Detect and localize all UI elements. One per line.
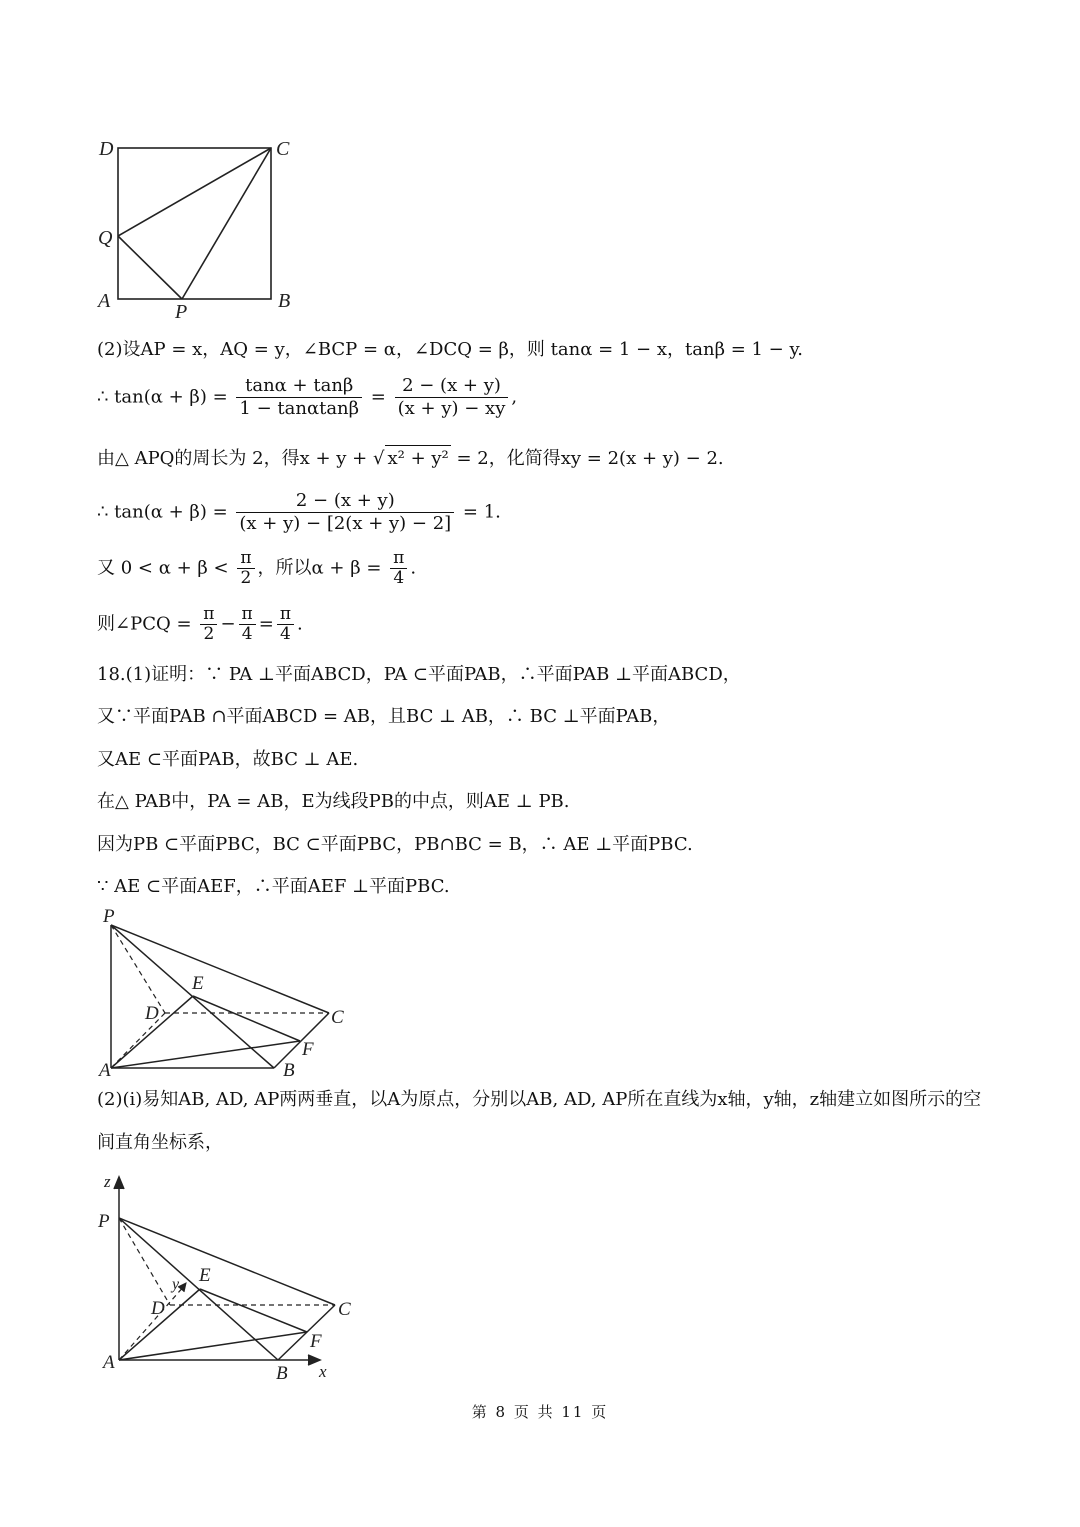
equals-sign: = bbox=[258, 613, 274, 635]
fraction-numerator: 2 − (x + y) bbox=[236, 490, 454, 513]
label-A: A bbox=[99, 1060, 111, 1080]
minus-sign: − bbox=[220, 613, 236, 635]
label-C: C bbox=[276, 138, 290, 160]
tan-sum-result bbox=[97, 490, 501, 535]
q18-line-5: 因为PB ⊂平面PBC，BC ⊂平面PBC，PB∩BC = B，∴ AE ⊥平面PBC. bbox=[97, 834, 693, 855]
label-D: D bbox=[151, 1298, 165, 1319]
label-D: D bbox=[145, 1003, 159, 1024]
label-B: B bbox=[276, 1363, 288, 1384]
q18-line-6: ∵ AE ⊂平面AEF，∴平面AEF ⊥平面PBC. bbox=[97, 876, 450, 897]
fraction-denominator: 1 − tanαtanβ bbox=[239, 398, 360, 419]
part2-setup: (2)设AP = x，AQ = y，∠BCP = α，∠DCQ = β，则 tanα = 1 − x，tanβ = 1 − y. bbox=[97, 339, 803, 360]
fraction-numerator: π bbox=[237, 549, 254, 569]
tan-sum-prefix: ∴ tan(α + β) = bbox=[97, 501, 228, 523]
fraction-numerator: 2 − (x + y) bbox=[395, 375, 509, 398]
fraction-denominator: 2 bbox=[240, 568, 252, 588]
label-E: E bbox=[199, 1265, 211, 1286]
sqrt-content: x² + y² bbox=[385, 445, 450, 472]
label-P: P bbox=[175, 301, 188, 323]
label-A: A bbox=[98, 290, 111, 312]
fraction-denominator: 4 bbox=[393, 568, 405, 588]
label-B: B bbox=[278, 290, 291, 312]
fraction-denominator: 4 bbox=[241, 624, 253, 644]
range-prefix: 又 0 < α + β < bbox=[97, 557, 229, 579]
fraction-pi-over-4 bbox=[390, 549, 407, 588]
figure-coordinate-pyramid bbox=[90, 1165, 380, 1385]
label-F: F bbox=[302, 1039, 314, 1060]
q18-line-3: 又AE ⊂平面PAB，故BC ⊥ AE. bbox=[97, 749, 359, 770]
fraction-pi-over-4-result bbox=[277, 605, 294, 644]
page-footer: 第 8 页 共 11 页 bbox=[471, 1403, 609, 1421]
sqrt-symbol: √ bbox=[373, 448, 385, 469]
q18-line-1: 18.(1)证明：∵ PA ⊥平面ABCD，PA ⊂平面PAB，∴平面PAB ⊥平面ABCD， bbox=[97, 664, 741, 685]
fraction-denominator: 4 bbox=[280, 624, 291, 644]
formula-suffix: = 1. bbox=[462, 501, 501, 523]
perimeter-text-before: 由△ APQ的周长为 2，得x + y + bbox=[97, 448, 368, 469]
fraction-numerator: π bbox=[239, 605, 256, 625]
label-F: F bbox=[310, 1331, 322, 1352]
label-P: P bbox=[103, 906, 115, 927]
fraction-pi-over-4 bbox=[239, 605, 256, 644]
label-C: C bbox=[338, 1299, 351, 1320]
formula-suffix: , bbox=[511, 386, 518, 408]
equals-sign: = bbox=[370, 386, 386, 408]
label-B: B bbox=[283, 1060, 295, 1080]
label-E: E bbox=[192, 973, 204, 994]
part2i-line-2: 间直角坐标系， bbox=[97, 1132, 223, 1153]
fraction-pi-over-2 bbox=[237, 549, 254, 588]
q18-line-4: 在△ PAB中，PA = AB，E为线段PB的中点，则AE ⊥ PB. bbox=[97, 791, 570, 812]
fraction-xy bbox=[395, 375, 509, 420]
fraction-substituted bbox=[236, 490, 454, 535]
range-suffix: . bbox=[410, 557, 417, 579]
fraction-denominator: (x + y) − [2(x + y) − 2] bbox=[239, 513, 452, 534]
fraction-pi-over-2 bbox=[200, 605, 217, 644]
perimeter-text-after: = 2，化简得xy = 2(x + y) − 2. bbox=[456, 448, 724, 469]
label-D: D bbox=[99, 138, 114, 160]
perimeter-line bbox=[97, 445, 724, 472]
angle-suffix: . bbox=[297, 613, 303, 635]
fraction-tan-identity bbox=[236, 375, 362, 420]
q18-line-2: 又∵平面PAB ∩平面ABCD = AB，且BC ⊥ AB，∴ BC ⊥平面PAB， bbox=[97, 706, 671, 727]
part2i-line-1: (2)(i)易知AB, AD, AP两两垂直，以A为原点，分别以AB, AD, AP所在直线为x轴，y轴，z轴建立如图所示的空 bbox=[97, 1089, 982, 1110]
fraction-numerator: tanα + tanβ bbox=[236, 375, 362, 398]
label-A: A bbox=[103, 1352, 115, 1373]
angle-pcq-line bbox=[97, 605, 303, 644]
axis-label-x: x bbox=[319, 1362, 327, 1381]
fraction-numerator: π bbox=[390, 549, 407, 569]
angle-prefix: 则∠PCQ = bbox=[97, 613, 192, 635]
figure-square-apq bbox=[90, 130, 310, 325]
label-Q: Q bbox=[98, 227, 113, 249]
fraction-denominator: 2 bbox=[203, 624, 215, 644]
range-line bbox=[97, 549, 416, 588]
figure-pyramid bbox=[90, 905, 360, 1080]
label-P: P bbox=[98, 1211, 110, 1232]
fraction-denominator: (x + y) − xy bbox=[397, 398, 506, 419]
tan-sum-formula bbox=[97, 375, 517, 420]
fraction-numerator: π bbox=[200, 605, 217, 625]
axis-label-z: z bbox=[104, 1172, 111, 1191]
fraction-numerator: π bbox=[277, 605, 294, 625]
tan-sum-prefix: ∴ tan(α + β) = bbox=[97, 386, 228, 408]
axis-label-y: y bbox=[172, 1276, 180, 1293]
range-mid: ，所以α + β = bbox=[257, 557, 382, 579]
label-C: C bbox=[331, 1007, 344, 1028]
